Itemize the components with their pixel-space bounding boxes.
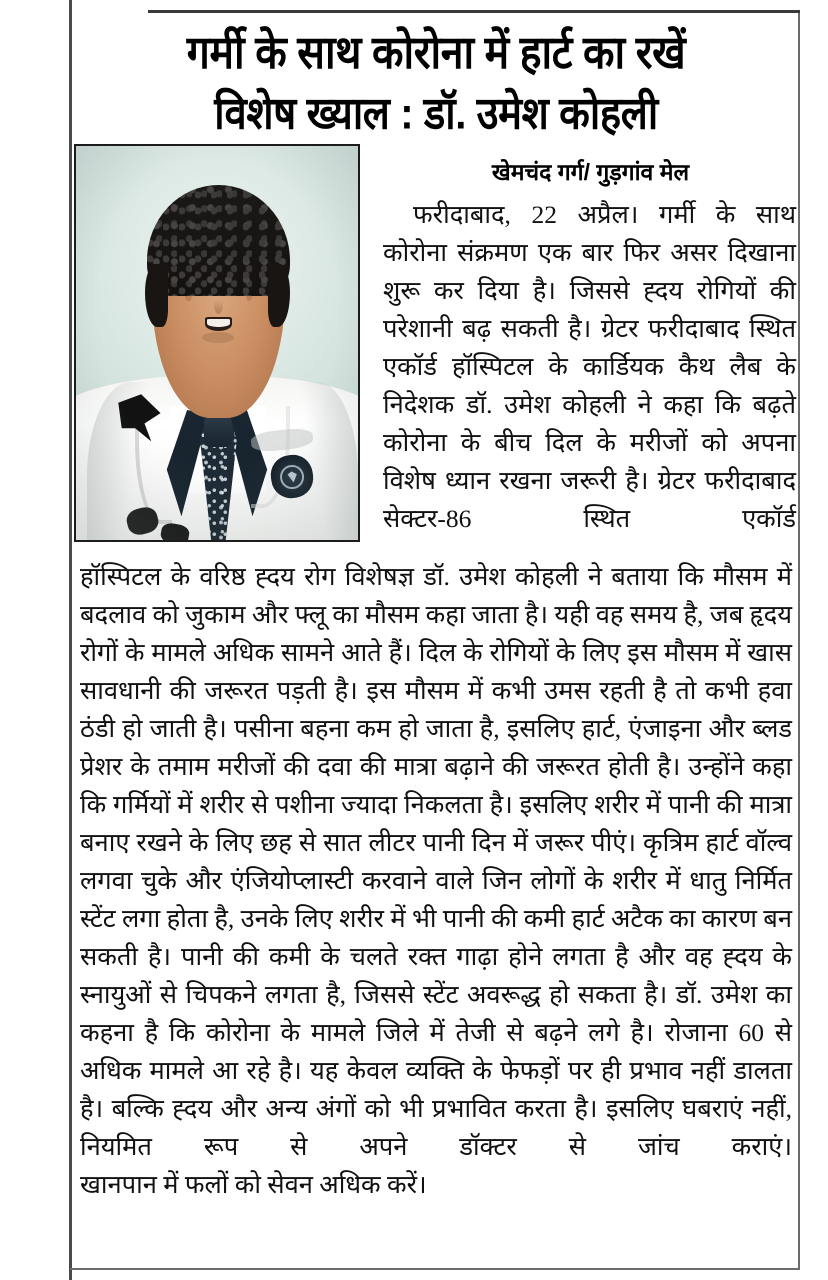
right-column-rule	[798, 12, 800, 1270]
byline: खेमचंद गर्ग/ गुड़गांव मेल	[491, 159, 690, 185]
bottom-rule	[70, 1268, 800, 1270]
dateline-paragraph	[383, 196, 796, 538]
article-column-right	[383, 196, 796, 538]
photo-background	[76, 146, 358, 540]
headline	[78, 22, 794, 145]
article-column-full	[80, 558, 792, 1204]
headline-line-1: गर्मी के साथ कोरोना में हार्ट का रखें	[186, 26, 686, 78]
closing-paragraph: खानपान में फलों को सेवन अधिक करें।	[80, 1170, 427, 1199]
photo-vignette	[76, 146, 358, 540]
dateline-text: फरीदाबाद, 22 अप्रैल। गर्मी के साथ कोरोना संक्रमण एक बार फिर असर दिखाना शुरू कर दिया है। जिससे ह्दय रोगियों की परेशानी बढ़ सकती है। ग्रेटर फरीदाबाद स्थित एकॉर्ड हॉस्पिटल के कार्डियक कैथ लैब के निदेशक डॉ. उमेश कोहली ने कहा कि बढ़ते कोरोना के बीच दिल के मरीजों को अपना विशेष ध्यान रखना जरूरी है। ग्रेटर फरीदाबाद सेक्टर-86 स्थित एकॉर्ड	[383, 200, 796, 533]
left-column-rule	[69, 0, 72, 1280]
doctor-photo	[74, 144, 360, 542]
headline-line-2: विशेष ख्याल : डॉ. उमेश कोहली	[214, 89, 658, 139]
top-rule	[148, 10, 800, 13]
body-paragraph: हॉस्पिटल के वरिष्ठ ह्दय रोग विशेषज्ञ डॉ. उमेश कोहली ने बताया कि मौसम में बदलाव को जुकाम और फ्लू का मौसम कहा जाता है। यही वह समय है, जब हृदय रोगों के मामले अधिक सामने आते हैं। दिल के रोगियों के लिए इस मौसम में खास सावधानी की जरूरत पड़ती है। इस मौसम में कभी उमस रहती है तो कभी हवा ठंडी हो जाती है। पसीना बहना कम हो जाता है, इसलिए हार्ट, एंजाइना और ब्लड प्रेशर के तमाम मरीजों की दवा की मात्रा बढ़ाने की जरूरत होती है। उन्होंने कहा कि गर्मियों में शरीर से पशीना ज्यादा निकलता है। इसलिए शरीर में पानी की मात्रा बनाए रखने के लिए छह से सात लीटर पानी दिन में जरूर पीएं। कृत्रिम हार्ट वॉल्व लगवा चुके और एंजियोप्लास्टी करवाने वाले जिन लोगों के शरीर में धातु निर्मित स्टेंट लगा होता है, उनके लिए शरीर में भी पानी की कमी हार्ट अटैक का कारण बन सकती है। पानी की कमी के चलते रक्त गाढ़ा होने लगता है और वह ह्दय के स्नायुओं से चिपकने लगता है, जिससे स्टेंट अवरूद्ध हो सकता है। डॉ. उमेश का कहना है कि कोरोना के मामले जिले में तेजी से बढ़ने लगे है। रोजाना 60 से अधिक मामले आ रहे है। यह केवल व्यक्ति के फेफड़ों पर ही प्रभाव नहीं डालता है। बल्कि ह्दय और अन्य अंगों को भी प्रभावित करता है। इसलिए घबराएं नहीं, नियमित रूप से अपने डॉक्टर से जांच कराएं।	[80, 562, 792, 1161]
